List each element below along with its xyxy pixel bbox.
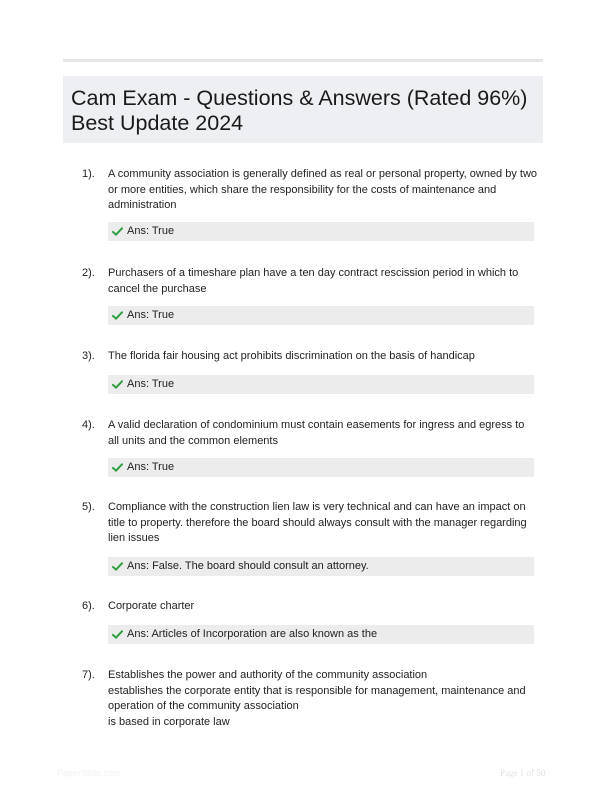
- question-number: 5).: [82, 501, 95, 513]
- answer-box: [108, 222, 534, 241]
- check-icon: [112, 227, 123, 236]
- answer-text: Ans: True: [127, 461, 175, 473]
- check-icon: [112, 463, 123, 472]
- answer-text: Ans: True: [127, 225, 175, 237]
- answer-box: [108, 625, 534, 644]
- check-icon: [112, 562, 123, 571]
- answer-text: Ans: True: [127, 378, 175, 390]
- answer-box: [108, 557, 534, 576]
- title-line-1: Cam Exam - Questions & Answers (Rated 96%): [71, 86, 528, 110]
- document-title-box: [63, 76, 543, 143]
- question-text: The florida fair housing act prohibits discrimination on the basis of handicap: [108, 350, 475, 362]
- answer-box: [108, 306, 534, 325]
- footer-watermark: PaperSlide.com: [57, 768, 121, 778]
- question-number: 7).: [82, 669, 95, 681]
- question-number: 3).: [82, 350, 95, 362]
- title-line-2: Best Update 2024: [71, 111, 244, 135]
- document-title: [71, 86, 535, 136]
- question-text: Purchasers of a timeshare plan have a ten day contract rescission period in which to cancel the purchase: [108, 267, 519, 295]
- answer-box: [108, 458, 534, 477]
- question-number: 6).: [82, 600, 95, 612]
- question-number: 4).: [82, 419, 95, 431]
- answer-text: Ans: False. The board should consult an attorney.: [127, 560, 369, 572]
- answer-text: Ans: Articles of Incorporation are also known as the: [127, 628, 378, 640]
- answer-box: [108, 375, 534, 394]
- check-icon: [112, 380, 123, 389]
- top-divider: [63, 59, 543, 62]
- check-icon: [112, 630, 123, 639]
- page-indicator: Page 1 of 50: [500, 768, 546, 778]
- question-text: Corporate charter: [108, 600, 195, 612]
- question-text: Establishes the power and authority of the community association establishes the corporate entity that is responsible for management, maintenance and operation of the community association is based in corporate law: [108, 669, 526, 728]
- question-number: 2).: [82, 267, 95, 279]
- answer-text: Ans: True: [127, 309, 175, 321]
- question-text: A community association is generally defined as real or personal property, owned by two or more entities, which share the responsibility for the costs of maintenance and administration: [108, 168, 538, 211]
- question-text: Compliance with the construction lien law is very technical and can have an impact on title to property. therefore the board should always consult with the manager regarding lien issues: [108, 501, 527, 544]
- check-icon: [112, 311, 123, 320]
- question-text: A valid declaration of condominium must contain easements for ingress and egress to all units and the common elements: [108, 419, 525, 447]
- question-number: 1).: [82, 168, 95, 180]
